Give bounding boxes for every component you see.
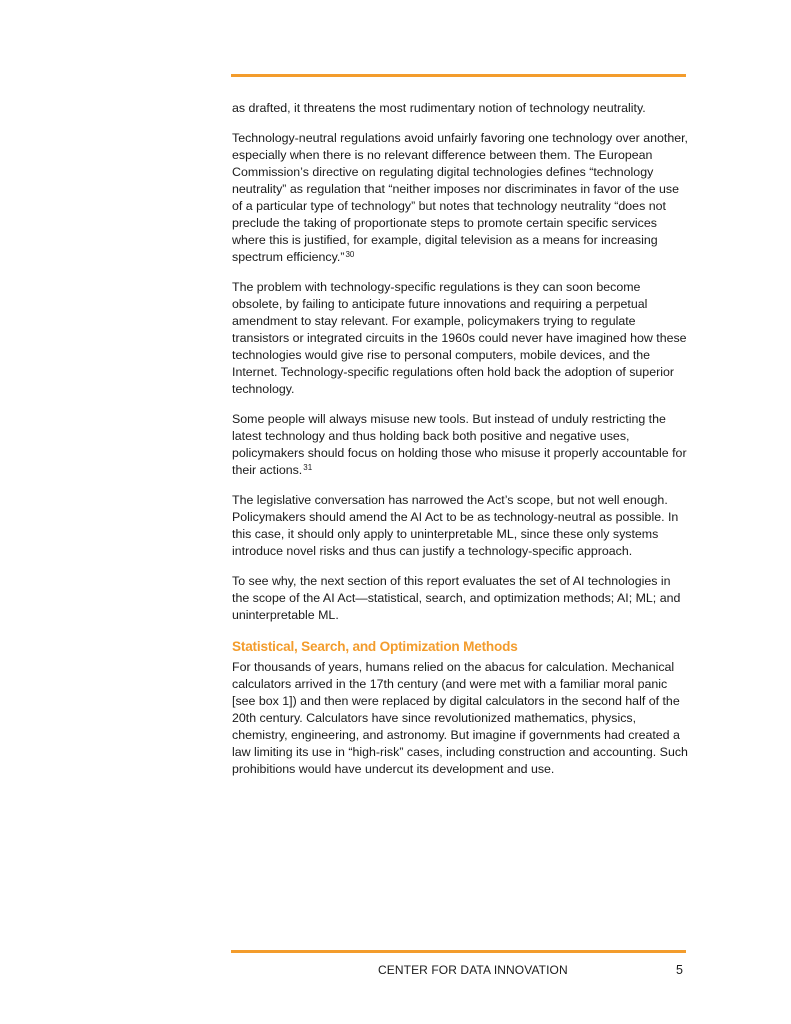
header-rule bbox=[231, 74, 686, 77]
section-heading: Statistical, Search, and Optimization Methods bbox=[232, 639, 518, 654]
paragraph-next-section bbox=[232, 573, 688, 624]
footer-organization: CENTER FOR DATA INNOVATION bbox=[378, 963, 568, 977]
paragraph-text: Some people will always misuse new tools. But instead of unduly restricting the latest technology and thus holding back both positive and negative uses, policymakers should focus on holding those who misuse it properly accountable for their actions. bbox=[232, 412, 687, 477]
footer-rule bbox=[231, 950, 686, 953]
paragraph-technology-neutrality bbox=[232, 130, 688, 266]
paragraph-text: The legislative conversation has narrowed the Act’s scope, but not well enough. Policymakers should amend the AI Act to be as technology-neutral as possible. In this case, it should only apply to uninterpretable ML, since these only systems introduce novel risks and thus can justify a technology-specific approach. bbox=[232, 493, 679, 558]
paragraph-text: For thousands of years, humans relied on the abacus for calculation. Mechanical calculators arrived in the 17th century (and were met with a familiar moral panic [see box 1]) and then were replaced by digital calculators in the second half of the 20th century. Calculators have since revolutionized mathematics, physics, chemistry, engineering, and astronomy. But imagine if governments had created a law limiting its use in “high-risk” cases, including construction and accounting. Such prohibitions would have undercut its development and use. bbox=[232, 660, 688, 776]
paragraph-text: Technology-neutral regulations avoid unfairly favoring one technology over another, especially when there is no relevant difference between them. The European Commission’s directive on regulating digital technologies defines “technology neutrality” as regulation that “neither imposes nor discriminates in favor of the use of a particular type of technology” but notes that technology neutrality “does not preclude the taking of proportionate steps to promote certain specific services where this is justified, for example, digital television as a means for increasing spectrum efficiency.” bbox=[232, 131, 688, 264]
paragraph-technology-specific bbox=[232, 279, 688, 398]
report-body bbox=[232, 100, 688, 791]
paragraph-calculators bbox=[232, 659, 688, 778]
paragraph-continuation bbox=[232, 100, 688, 117]
paragraph-text: To see why, the next section of this report evaluates the set of AI technologies in the scope of the AI Act—statistical, search, and optimization methods; AI; ML; and uninterpretable ML. bbox=[232, 574, 681, 622]
paragraph-text: as drafted, it threatens the most rudimentary notion of technology neutrality. bbox=[232, 101, 646, 115]
paragraph-misuse bbox=[232, 411, 688, 479]
footnote-ref-30[interactable]: 30 bbox=[345, 250, 355, 259]
footnote-ref-31[interactable]: 31 bbox=[303, 463, 313, 472]
paragraph-legislative bbox=[232, 492, 688, 560]
page-number: 5 bbox=[676, 963, 683, 977]
paragraph-text: The problem with technology-specific regulations is they can soon become obsolete, by failing to anticipate future innovations and requiring a perpetual amendment to stay relevant. For example, policymakers trying to regulate transistors or integrated circuits in the 1960s could never have imagined how these technologies would give rise to personal computers, mobile devices, and the Internet. Technology-specific regulations often hold back the adoption of superior technology. bbox=[232, 280, 687, 396]
